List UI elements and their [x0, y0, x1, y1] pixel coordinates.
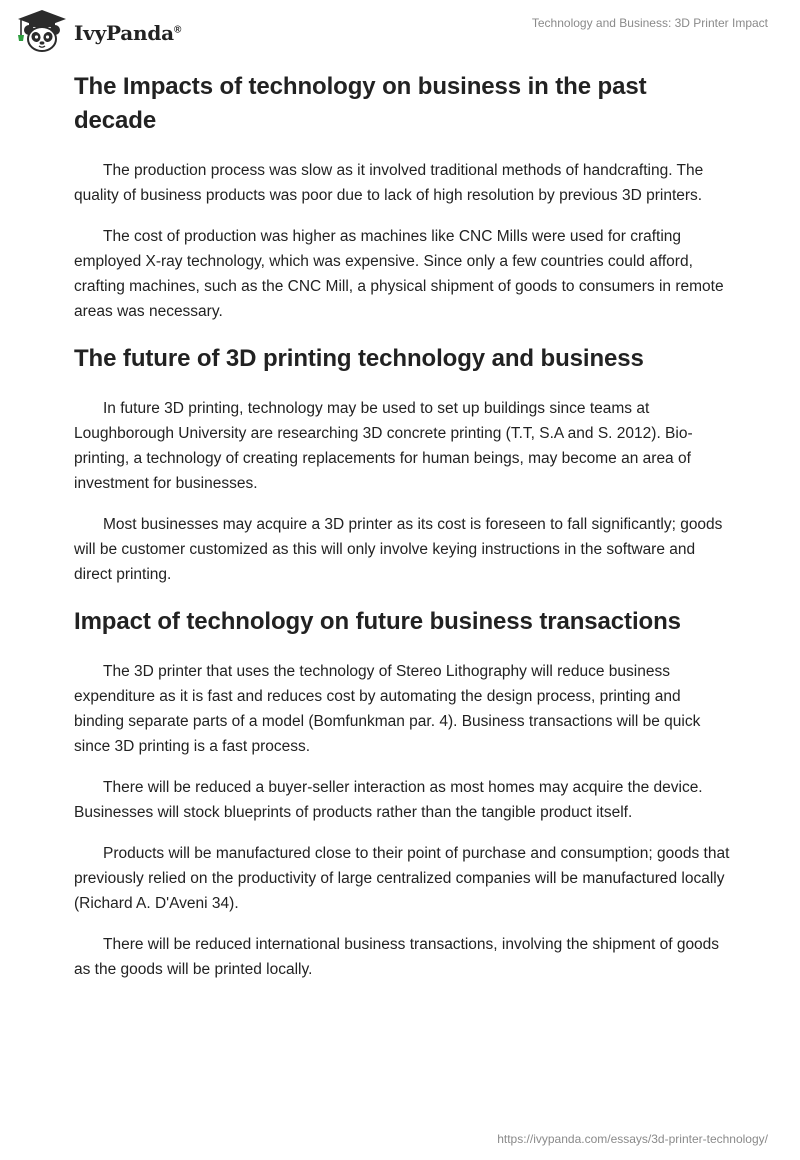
paragraph: Most businesses may acquire a 3D printer as its cost is foreseen to fall significantly; goods will be customer customized as this will only involve keying instructions in the software and direct printing.: [74, 516, 723, 583]
paragraph: There will be reduced international business transactions, involving the shipment of goods as the goods will be printed locally.: [74, 936, 720, 978]
section-heading: The future of 3D printing technology and business: [74, 345, 644, 372]
source-url[interactable]: https://ivypanda.com/essays/3d-printer-technology/: [497, 1132, 768, 1146]
brand-name: IvyPanda®: [74, 21, 182, 45]
ivypanda-logo[interactable]: [14, 8, 181, 54]
paragraph: The production process was slow as it involved traditional methods of handcrafting. The quality of business products was poor due to lack of high resolution by previous 3D printers.: [74, 162, 704, 204]
section-future-transactions: [74, 605, 734, 982]
section-heading: The Impacts of technology on business in the past decade: [74, 73, 647, 134]
page-header: [0, 0, 800, 60]
paragraph: The 3D printer that uses the technology of Stereo Lithography will reduce business expenditure as it is fast and reduces cost by automating the design process, printing and binding separate parts of a model (Bomfunkman par. 4). Business transactions will be quick since 3D printing is a fast process.: [74, 663, 701, 755]
paragraph: There will be reduced a buyer-seller interaction as most homes may acquire the device. Businesses will stock blueprints of products rather than the tangible product itself.: [74, 779, 703, 821]
section-heading: Impact of technology on future business transactions: [74, 608, 681, 635]
section-past-decade: [74, 70, 734, 324]
paragraph: Products will be manufactured close to their point of purchase and consumption; goods that previously relied on the productivity of large centralized companies will be manufactured locally (Richard A. D'Aveni 34).: [74, 845, 730, 912]
paragraph: In future 3D printing, technology may be used to set up buildings since teams at Loughborough University are researching 3D concrete printing (T.T, S.A and S. 2012). Bio-printing, a technology of creating replacements for human beings, may become an area of investment for businesses.: [74, 400, 693, 492]
section-future-3d-printing: [74, 342, 734, 587]
paragraph: The cost of production was higher as machines like CNC Mills were used for crafting employed X-ray technology, which was expensive. Since only a few countries could afford, crafting machines, such as the CNC Mill, a physical shipment of goods to consumers in remote areas was necessary.: [74, 228, 724, 320]
essay-body: [74, 70, 734, 998]
registered-mark: ®: [173, 24, 182, 36]
panda-graduate-icon: [14, 8, 70, 54]
document-title: Technology and Business: 3D Printer Impact: [531, 16, 768, 30]
